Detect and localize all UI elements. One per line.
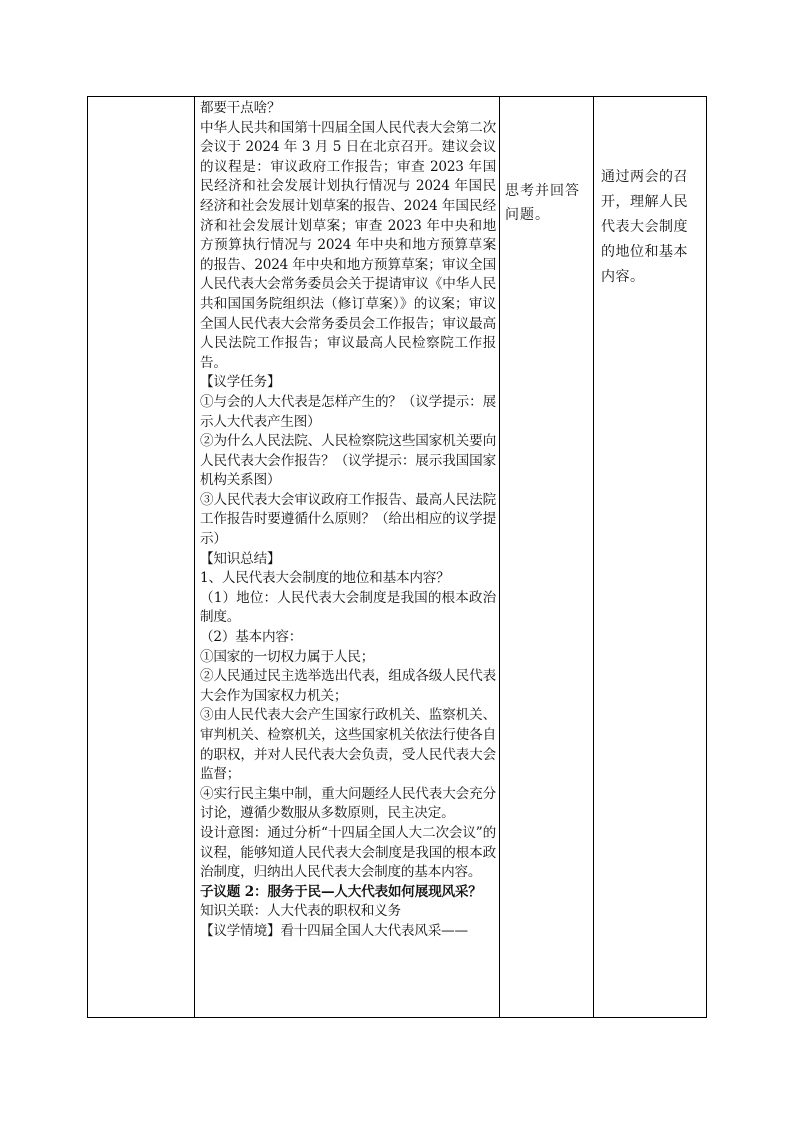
content-paragraph: 设计意图：通过分析“十四届全国人大二次会议”的议程，能够知道人民代表大会制度是我国的根本政治制度，归纳出人民代表大会制度的基本内容。 — [200, 824, 496, 881]
content-paragraph: 都要干点啥？ — [200, 100, 281, 116]
student-activity-text: 思考并回答问题。 — [505, 183, 580, 223]
content-paragraph: （1）地位：人民代表大会制度是我国的根本政治制度。 — [200, 589, 496, 626]
content-paragraph: ③由人民代表大会产生国家行政机关、监察机关、审判机关、检察机关，这些国家机关依法行使各自的职权，并对人民代表大会负责，受人民代表大会监督； — [200, 707, 496, 783]
content-paragraph: 中华人民共和国第十四届全国人民代表大会第二次会议于 2024 年 3 月 5 日在北京召开。建议会议的议程是：审议政府工作报告；审查 2023 年国民经济和社会发展计划执行情况与 2024 年国民经济和社会发展计划草案的报告、2024 年国民经济和社会发展计划草案；审查 2023 年中央和地方预算执行情况与 2024 年中央和地方预算草案的报告、2024 年中央和地方预算草案；审议全国人民代表大会常务委员会关于提请审议《中华人民共和国国务院组织法（修订草案）》的议案；审议全国人民代表大会常务委员会工作报告；审议最高人民法院工作报告；审议最高人民检察院工作报告。 — [200, 119, 496, 371]
content-paragraph: ②人民通过民主选举选出代表，组成各级人民代表大会作为国家权力机关； — [200, 668, 496, 704]
content-paragraph: 1、人民代表大会制度的地位和基本内容？ — [200, 570, 450, 587]
table-cell-teaching-content — [195, 97, 500, 1017]
content-paragraph: 【知识总结】 — [200, 550, 281, 567]
content-paragraph: ②为什么人民法院、人民检察院这些国家机关要向人民代表大会作报告？（议学提示：展示我国国家机构关系图） — [200, 433, 496, 489]
design-purpose-text: 通过两会的召开，理解人民代表大会制度的地位和基本内容。 — [601, 169, 688, 285]
content-paragraph: 【议学情境】看十四届全国人大代表风采—— — [200, 922, 468, 939]
content-paragraph: 知识关联：人大代表的职权和义务 — [200, 903, 401, 920]
content-paragraph: （2）基本内容： — [200, 629, 303, 646]
content-paragraph: ①国家的一切权力属于人民； — [200, 648, 375, 665]
lesson-plan-table — [87, 96, 707, 1018]
content-paragraph: ④实行民主集中制，重大问题经人民代表大会充分讨论，遵循少数服从多数原则，民主决定。 — [200, 785, 496, 822]
content-paragraph: ①与会的人大代表是怎样产生的？（议学提示：展示人大代表产生图） — [200, 393, 496, 430]
table-cell-section — [88, 97, 195, 1017]
table-cell-design-purpose — [594, 97, 706, 1017]
content-paragraph: 【议学任务】 — [200, 374, 281, 391]
table-cell-student-activity — [500, 97, 594, 1017]
content-paragraph: 子议题 2：服务于民—人大代表如何展现风采？ — [200, 883, 482, 900]
content-paragraph: ③人民代表大会审议政府工作报告、最高人民法院工作报告时要遵循什么原则？（给出相应的议学提示） — [200, 491, 496, 548]
